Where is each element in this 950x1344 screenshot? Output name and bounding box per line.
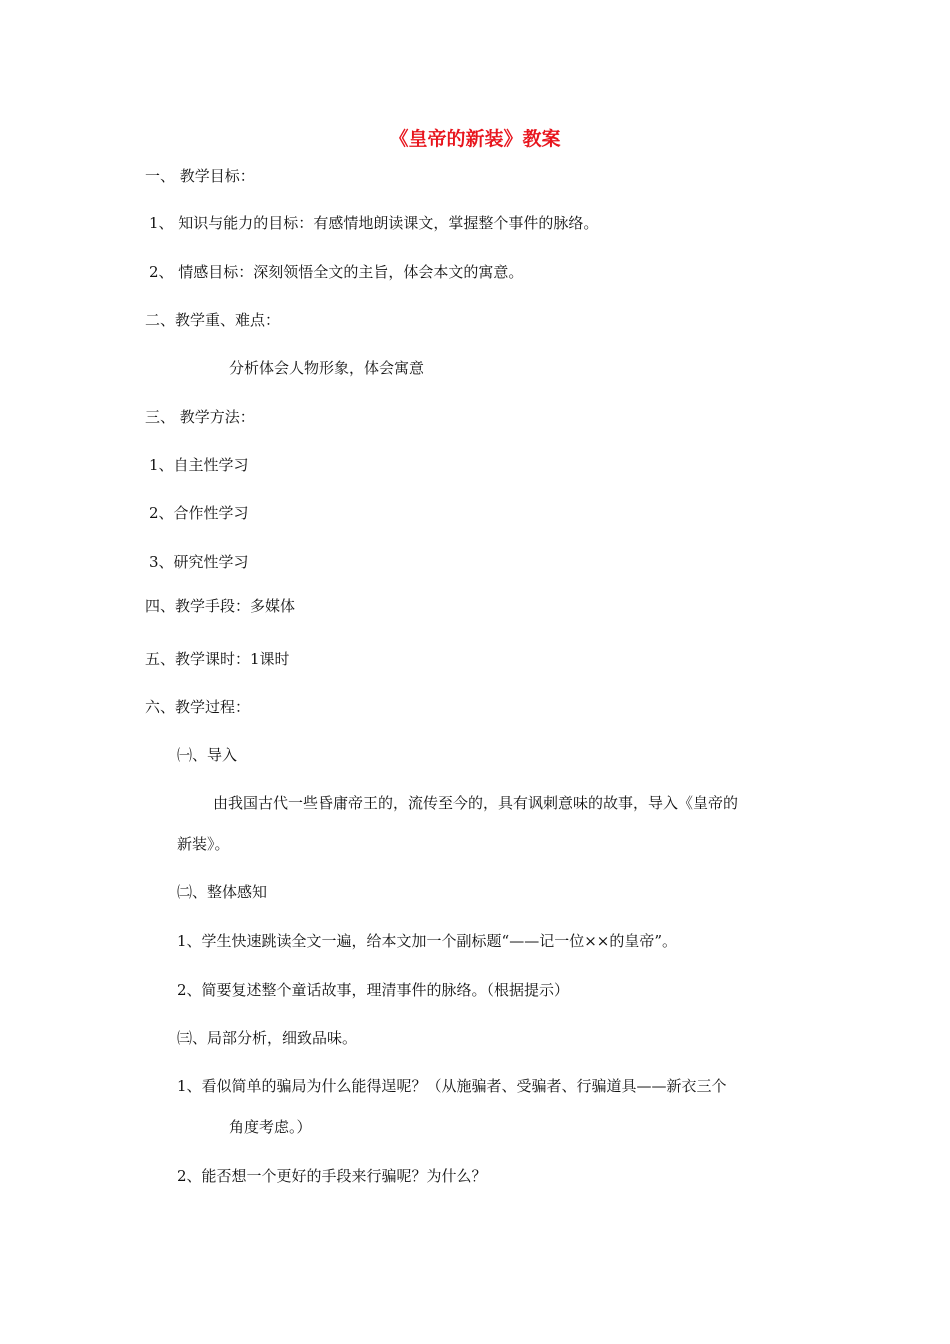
process-step-analysis: ㈢、局部分析，细致品味。 (177, 1029, 358, 1047)
objective-item-2: 2、 情感目标：深刻领悟全文的主旨，体会本文的寓意。 (149, 263, 524, 281)
process-step-overall: ㈡、整体感知 (177, 883, 268, 901)
process-step-intro: ㈠、导入 (177, 746, 238, 764)
section-methods-heading: 三、 教学方法： (145, 408, 255, 426)
method-item-1: 1、自主性学习 (149, 456, 249, 474)
analysis-item-2: 2、能否想一个更好的手段来行骗呢？为什么？ (177, 1167, 487, 1185)
method-item-3: 3、研究性学习 (149, 553, 249, 571)
overall-item-1: 1、学生快速跳读全文一遍，给本文加一个副标题“——记一位××的皇帝”。 (177, 932, 678, 950)
section-process-heading: 六、教学过程： (145, 698, 251, 716)
intro-paragraph-line-1: 由我国古代一些昏庸帝王的，流传至今的，具有讽刺意味的故事，导入《皇帝的 (213, 794, 739, 812)
analysis-item-1-line-2: 角度考虑。） (229, 1118, 312, 1136)
intro-paragraph-line-2: 新装》。 (177, 835, 230, 853)
document-title: 《皇帝的新装》教案 (389, 128, 561, 150)
method-item-2: 2、合作性学习 (149, 504, 249, 522)
section-keypoints-heading: 二、教学重、难点： (145, 311, 281, 329)
section-objectives-heading: 一、 教学目标： (145, 167, 255, 185)
section-hours-heading: 五、教学课时：1课时 (145, 650, 290, 668)
overall-item-2: 2、简要复述整个童话故事，理清事件的脉络。（根据提示） (177, 981, 570, 999)
analysis-item-1-line-1: 1、看似简单的骗局为什么能得逞呢？（从施骗者、受骗者、行骗道具——新衣三个 (177, 1077, 727, 1095)
objective-item-1: 1、 知识与能力的目标：有感情地朗读课文，掌握整个事件的脉络。 (149, 214, 599, 232)
keypoints-text: 分析体会人物形象，体会寓意 (229, 359, 425, 377)
section-means-heading: 四、教学手段：多媒体 (145, 597, 296, 615)
